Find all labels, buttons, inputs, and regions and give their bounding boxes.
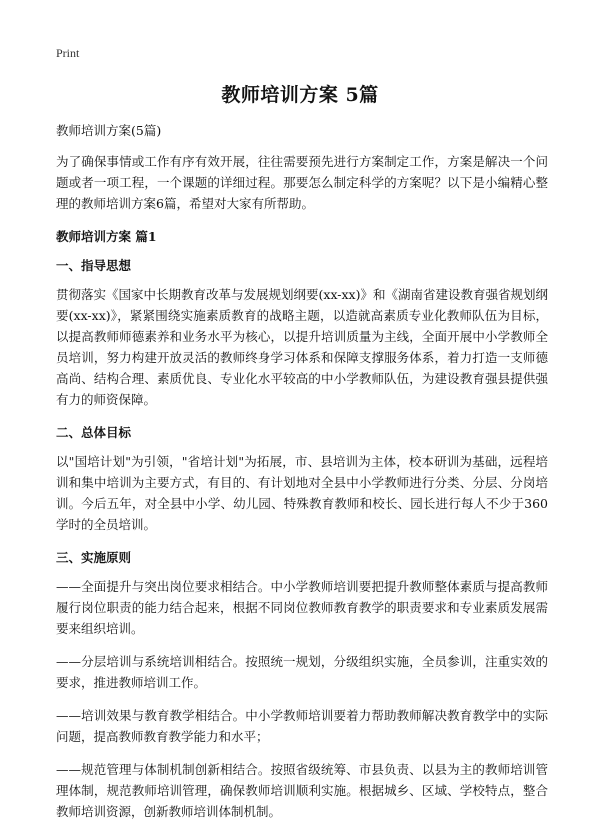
document-title: 教师培训方案 5篇 [221, 84, 379, 106]
section-heading-principles: 三、实施原则 [56, 550, 132, 565]
section-paragraph-guiding-ideology: 贯彻落实《国家中长期教育改革与发展规划纲要(xx-xx)》和《湖南省建设教育强省规划纲要(xx-xx)》，紧紧围绕实施素质教育的战略主题，以造就高素质专业化教师队伍为目标，以提高教师师德素养和业务水平为核心，以提升培训质量为主线，全面开展中小学教师全员培训，努力构建开放灵活的教师终身学习体系和保障支撑服务体系，着力打造一支师德高尚、结构合理、素质优良、专业化水平较高的中小学教师队伍，为建设教育强县提供强有力的师资保障。 [56, 287, 548, 407]
section-paragraph-overall-goal: 以"国培计划"为引领，"省培计划"为拓展，市、县培训为主体，校本研训为基础，远程培训和集中培训为主要方式，有目的、有计划地对全县中小学教师进行分类、分层、分岗培训。今后五年，对全县中小学、幼儿园、特殊教育教师和校长、园长进行每人不少于360学时的全员培训。 [56, 454, 548, 532]
article-heading: 教师培训方案 篇1 [56, 229, 157, 244]
intro-paragraph: 为了确保事情或工作有序有效开展，往往需要预先进行方案制定工作，方案是解决一个问题或者一项工程，一个课题的详细过程。那要怎么制定科学的方案呢？以下是小编精心整理的教师培训方案6篇，希望对大家有所帮助。 [56, 154, 548, 211]
principle-paragraph-4: ——规范管理与体制机制创新相结合。按照省级统筹、市县负责、以县为主的教师培训管理体制，规范教师培训管理，确保教师培训顺利实施。根据城乡、区域、学校特点，整合教师培训资源，创新教师培训体制机制。 [56, 762, 548, 819]
print-label[interactable]: Print [56, 46, 80, 60]
section-heading-overall-goal: 二、总体目标 [56, 425, 132, 440]
section-heading-guiding-ideology: 一、指导思想 [56, 258, 132, 273]
principle-paragraph-2: ——分层培训与系统培训相结合。按照统一规划，分级组织实施，全员参训，注重实效的要求，推进教师培训工作。 [56, 654, 548, 690]
principle-paragraph-3: ——培训效果与教育教学相结合。中小学教师培训要着力帮助教师解决教育教学中的实际问题，提高教师教育教学能力和水平； [56, 708, 548, 744]
principle-paragraph-1: ——全面提升与突出岗位要求相结合。中小学教师培训要把提升教师整体素质与提高教师履行岗位职责的能力结合起来，根据不同岗位教师教育教学的职责要求和专业素质发展需要来组织培训。 [56, 579, 548, 636]
document-body [56, 120, 548, 834]
document-subtitle: 教师培训方案(5篇) [56, 123, 162, 138]
